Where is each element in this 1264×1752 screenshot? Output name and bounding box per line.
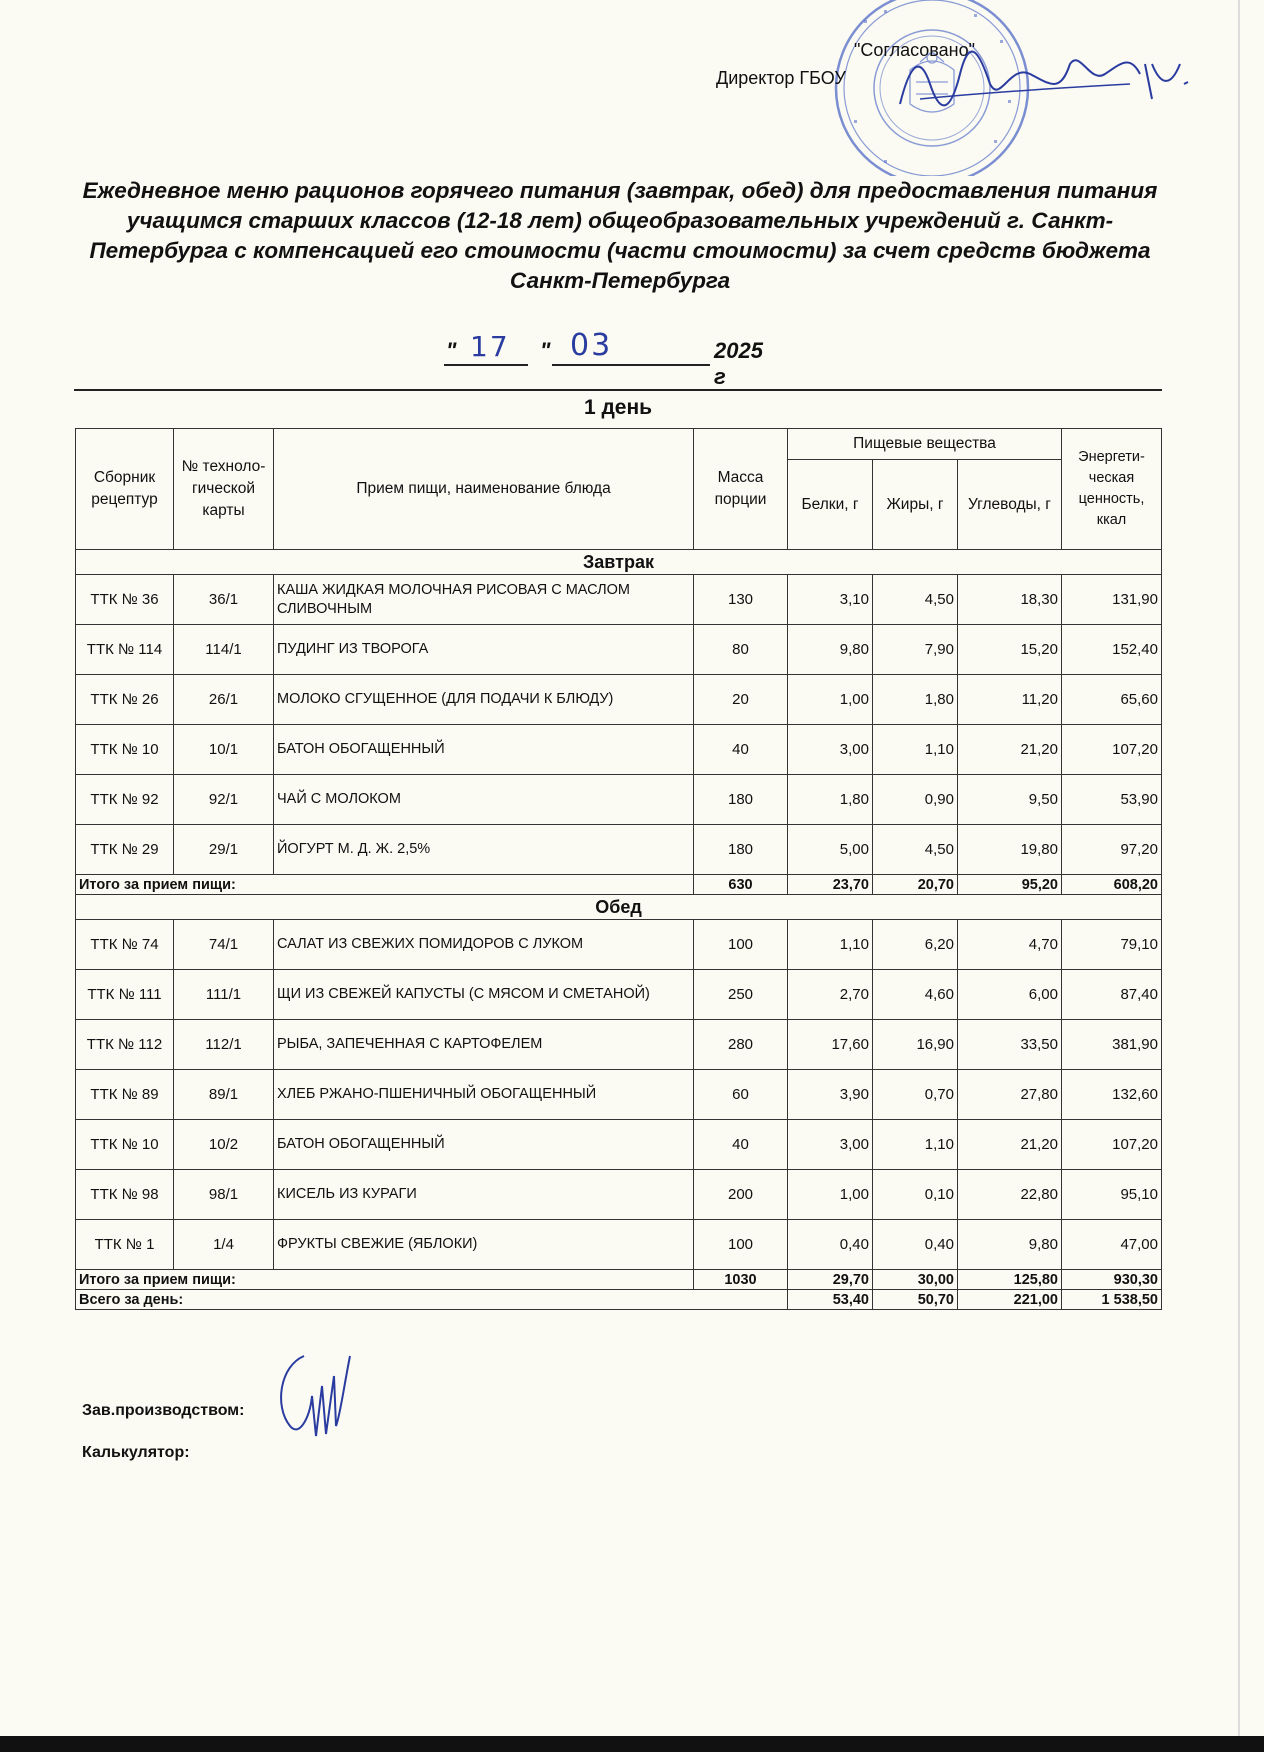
mass-cell: 180: [694, 825, 788, 875]
header-fat: Жиры, г: [873, 460, 958, 550]
fat-cell: 4,50: [873, 575, 958, 625]
mass-cell: 250: [694, 970, 788, 1020]
carbs-cell: 22,80: [958, 1170, 1062, 1220]
lunch-total-carbs: 125,80: [958, 1270, 1062, 1290]
divider: [74, 389, 1162, 391]
dish-cell: КАША ЖИДКАЯ МОЛОЧНАЯ РИСОВАЯ С МАСЛОМ СЛИВОЧНЫМ: [274, 575, 694, 625]
tech-card-cell: 10/2: [174, 1120, 274, 1170]
collection-cell: ТТК № 89: [76, 1070, 174, 1120]
tech-card-cell: 36/1: [174, 575, 274, 625]
dish-cell: ЩИ ИЗ СВЕЖЕЙ КАПУСТЫ (С МЯСОМ И СМЕТАНОЙ): [274, 970, 694, 1020]
date-quote-open: ": [446, 338, 457, 363]
energy-cell: 47,00: [1062, 1220, 1162, 1270]
fat-cell: 0,10: [873, 1170, 958, 1220]
protein-cell: 2,70: [788, 970, 873, 1020]
mass-cell: 280: [694, 1020, 788, 1070]
mass-cell: 200: [694, 1170, 788, 1220]
energy-cell: 107,20: [1062, 725, 1162, 775]
day-total-carbs: 221,00: [958, 1290, 1062, 1310]
lunch-total-energy: 930,30: [1062, 1270, 1162, 1290]
date-line: [440, 328, 780, 389]
mass-cell: 20: [694, 675, 788, 725]
table-row: [76, 775, 1162, 825]
mass-cell: 130: [694, 575, 788, 625]
date-year: 2025 г: [714, 338, 763, 389]
tech-card-cell: 98/1: [174, 1170, 274, 1220]
carbs-cell: 27,80: [958, 1070, 1062, 1120]
carbs-cell: 6,00: [958, 970, 1062, 1020]
day-label: 1 день: [583, 396, 653, 419]
lunch-total-fat: 30,00: [873, 1270, 958, 1290]
collection-cell: ТТК № 1: [76, 1220, 174, 1270]
carbs-cell: 9,50: [958, 775, 1062, 825]
dish-cell: БАТОН ОБОГАЩЕННЫЙ: [274, 725, 694, 775]
breakfast-total-label: Итого за прием пищи:: [76, 875, 694, 895]
fat-cell: 7,90: [873, 625, 958, 675]
calculator-label: Калькулятор:: [82, 1444, 190, 1461]
protein-cell: 9,80: [788, 625, 873, 675]
collection-cell: ТТК № 10: [76, 725, 174, 775]
fat-cell: 4,50: [873, 825, 958, 875]
table-row: [76, 920, 1162, 970]
energy-cell: 107,20: [1062, 1120, 1162, 1170]
collection-cell: ТТК № 29: [76, 825, 174, 875]
dish-cell: БАТОН ОБОГАЩЕННЫЙ: [274, 1120, 694, 1170]
lunch-total-protein: 29,70: [788, 1270, 873, 1290]
table-row: [76, 1020, 1162, 1070]
day-total-protein: 53,40: [788, 1290, 873, 1310]
carbs-cell: 4,70: [958, 920, 1062, 970]
protein-cell: 1,00: [788, 1170, 873, 1220]
carbs-cell: 11,20: [958, 675, 1062, 725]
dish-cell: ЙОГУРТ М. Д. Ж. 2,5%: [274, 825, 694, 875]
header-tech-card: № техноло- гической карты: [174, 429, 274, 550]
header-protein: Белки, г: [788, 460, 873, 550]
production-manager-label: Зав.производством:: [82, 1402, 245, 1419]
tech-card-cell: 10/1: [174, 725, 274, 775]
carbs-cell: 33,50: [958, 1020, 1062, 1070]
tech-card-cell: 114/1: [174, 625, 274, 675]
mass-cell: 40: [694, 725, 788, 775]
energy-cell: 152,40: [1062, 625, 1162, 675]
scan-bottom-border: [0, 1736, 1264, 1752]
scan-edge: [1238, 0, 1240, 1736]
mass-cell: 180: [694, 775, 788, 825]
collection-cell: ТТК № 111: [76, 970, 174, 1020]
fat-cell: 4,60: [873, 970, 958, 1020]
protein-cell: 1,00: [788, 675, 873, 725]
protein-cell: 5,00: [788, 825, 873, 875]
dish-cell: МОЛОКО СГУЩЕННОЕ (ДЛЯ ПОДАЧИ К БЛЮДУ): [274, 675, 694, 725]
header-carbs: Углеводы, г: [958, 460, 1062, 550]
fat-cell: 0,40: [873, 1220, 958, 1270]
collection-cell: ТТК № 10: [76, 1120, 174, 1170]
energy-cell: 131,90: [1062, 575, 1162, 625]
tech-card-cell: 29/1: [174, 825, 274, 875]
fat-cell: 0,90: [873, 775, 958, 825]
protein-cell: 1,10: [788, 920, 873, 970]
energy-cell: 97,20: [1062, 825, 1162, 875]
energy-cell: 95,10: [1062, 1170, 1162, 1220]
day-total-label: Всего за день:: [76, 1290, 788, 1310]
dish-cell: КИСЕЛЬ ИЗ КУРАГИ: [274, 1170, 694, 1220]
breakfast-total-fat: 20,70: [873, 875, 958, 895]
collection-cell: ТТК № 26: [76, 675, 174, 725]
collection-cell: ТТК № 74: [76, 920, 174, 970]
energy-cell: 79,10: [1062, 920, 1162, 970]
carbs-cell: 19,80: [958, 825, 1062, 875]
collection-cell: ТТК № 36: [76, 575, 174, 625]
carbs-cell: 21,20: [958, 1120, 1062, 1170]
protein-cell: 3,90: [788, 1070, 873, 1120]
mass-cell: 40: [694, 1120, 788, 1170]
dish-cell: ФРУКТЫ СВЕЖИЕ (ЯБЛОКИ): [274, 1220, 694, 1270]
header-nutrients: Пищевые вещества: [788, 429, 1062, 460]
header-mass: Масса порции: [694, 429, 788, 550]
dish-cell: ХЛЕБ РЖАНО-ПШЕНИЧНЫЙ ОБОГАЩЕННЫЙ: [274, 1070, 694, 1120]
collection-cell: ТТК № 112: [76, 1020, 174, 1070]
date-month: 03: [570, 328, 613, 363]
table-row: [76, 575, 1162, 625]
energy-cell: 87,40: [1062, 970, 1162, 1020]
mass-cell: 100: [694, 1220, 788, 1270]
carbs-cell: 18,30: [958, 575, 1062, 625]
tech-card-cell: 89/1: [174, 1070, 274, 1120]
protein-cell: 17,60: [788, 1020, 873, 1070]
carbs-cell: 15,20: [958, 625, 1062, 675]
document-title: Ежедневное меню рационов горячего питания (завтрак, обед) для предоставления питания учащимся старших классов (12-18 лет) общеобразовательных учреждений г. Санкт-Петербурга с компенсацией его стоимости (части стоимости) за счет средств бюджета Санкт-Петербурга: [82, 178, 1158, 293]
dish-cell: САЛАТ ИЗ СВЕЖИХ ПОМИДОРОВ С ЛУКОМ: [274, 920, 694, 970]
menu-table: [75, 428, 1162, 1310]
dish-cell: ЧАЙ С МОЛОКОМ: [274, 775, 694, 825]
tech-card-cell: 26/1: [174, 675, 274, 725]
section-breakfast: Завтрак: [76, 550, 1162, 575]
day-total-fat: 50,70: [873, 1290, 958, 1310]
section-lunch: Обед: [76, 895, 1162, 920]
production-manager-signature: [270, 1346, 360, 1446]
header-dish: Прием пищи, наименование блюда: [274, 429, 694, 550]
tech-card-cell: 111/1: [174, 970, 274, 1020]
mass-cell: 100: [694, 920, 788, 970]
protein-cell: 3,00: [788, 1120, 873, 1170]
dish-cell: ПУДИНГ ИЗ ТВОРОГА: [274, 625, 694, 675]
mass-cell: 60: [694, 1070, 788, 1120]
fat-cell: 0,70: [873, 1070, 958, 1120]
day-total-energy: 1 538,50: [1062, 1290, 1162, 1310]
energy-cell: 65,60: [1062, 675, 1162, 725]
breakfast-total-protein: 23,70: [788, 875, 873, 895]
carbs-cell: 21,20: [958, 725, 1062, 775]
tech-card-cell: 1/4: [174, 1220, 274, 1270]
tech-card-cell: 74/1: [174, 920, 274, 970]
lunch-total-mass: 1030: [694, 1270, 788, 1290]
dish-cell: РЫБА, ЗАПЕЧЕННАЯ С КАРТОФЕЛЕМ: [274, 1020, 694, 1070]
director-signature: [890, 44, 1220, 124]
collection-cell: ТТК № 98: [76, 1170, 174, 1220]
breakfast-total-energy: 608,20: [1062, 875, 1162, 895]
header-energy: Энергети- ческая ценность, ккал: [1062, 429, 1162, 550]
day-underline: [444, 364, 528, 366]
table-row: [76, 675, 1162, 725]
protein-cell: 3,10: [788, 575, 873, 625]
director-label: Директор ГБОУ: [716, 68, 846, 88]
header-collection: Сборник рецептур: [76, 429, 174, 550]
tech-card-cell: 92/1: [174, 775, 274, 825]
table-row: [76, 825, 1162, 875]
collection-cell: ТТК № 92: [76, 775, 174, 825]
table-row: [76, 725, 1162, 775]
lunch-total-label: Итого за прием пищи:: [76, 1270, 694, 1290]
table-row: [76, 970, 1162, 1020]
energy-cell: 381,90: [1062, 1020, 1162, 1070]
fat-cell: 16,90: [873, 1020, 958, 1070]
carbs-cell: 9,80: [958, 1220, 1062, 1270]
mass-cell: 80: [694, 625, 788, 675]
date-quote-close: ": [540, 338, 551, 363]
energy-cell: 132,60: [1062, 1070, 1162, 1120]
protein-cell: 0,40: [788, 1220, 873, 1270]
table-row: [76, 1070, 1162, 1120]
fat-cell: 1,10: [873, 1120, 958, 1170]
date-day: 17: [470, 330, 510, 363]
table-row: [76, 625, 1162, 675]
approved-label: "Согласовано": [854, 40, 976, 60]
energy-cell: 53,90: [1062, 775, 1162, 825]
protein-cell: 1,80: [788, 775, 873, 825]
table-row: [76, 1220, 1162, 1270]
month-underline: [552, 364, 710, 366]
collection-cell: ТТК № 114: [76, 625, 174, 675]
fat-cell: 1,10: [873, 725, 958, 775]
protein-cell: 3,00: [788, 725, 873, 775]
fat-cell: 1,80: [873, 675, 958, 725]
breakfast-total-mass: 630: [694, 875, 788, 895]
breakfast-total-carbs: 95,20: [958, 875, 1062, 895]
table-row: [76, 1170, 1162, 1220]
table-row: [76, 1120, 1162, 1170]
fat-cell: 6,20: [873, 920, 958, 970]
tech-card-cell: 112/1: [174, 1020, 274, 1070]
